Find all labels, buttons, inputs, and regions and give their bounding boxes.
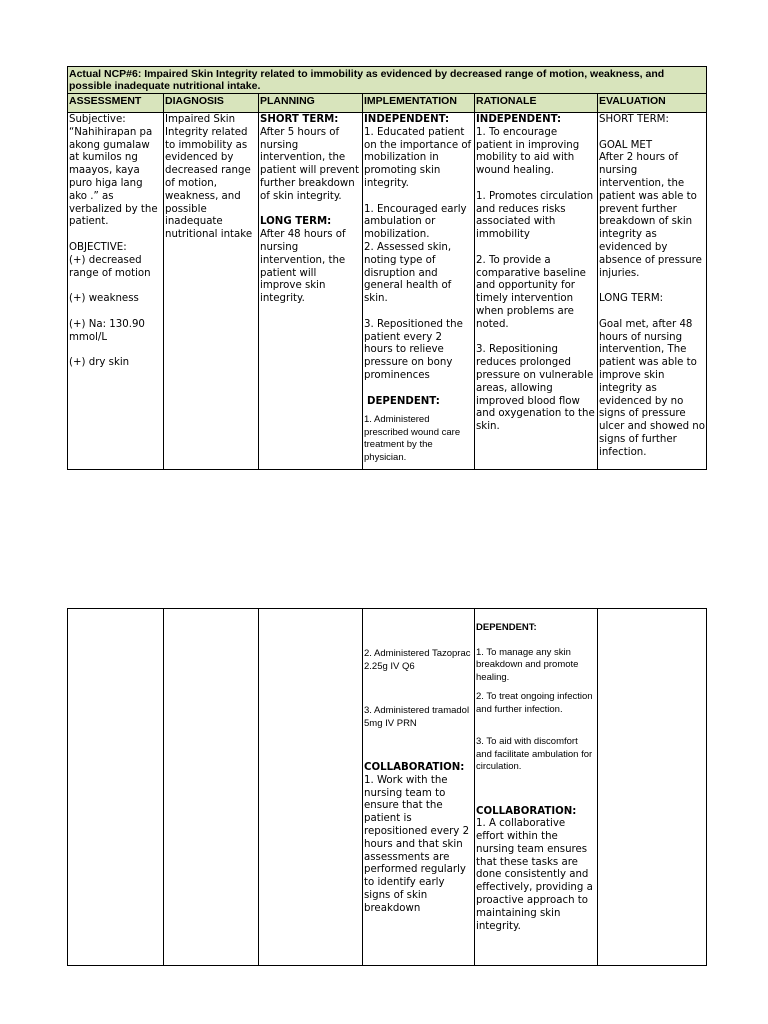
dependent-label: DEPENDENT: — [367, 395, 440, 407]
rationale-dependent-item: 2. To treat ongoing infection and further infection. — [476, 691, 593, 715]
diagnosis-cell — [164, 113, 259, 470]
header-row — [68, 94, 707, 113]
diagnosis-text: Impaired Skin Integrity related to immobility as evidenced by decreased range of motion, weakness, and possible inadequate nutritional intake — [165, 114, 253, 241]
rationale-item: 1. To encourage patient in improving mobility to aid with wound healing. — [476, 126, 580, 177]
rationale-collaboration-label: COLLABORATION: — [476, 805, 577, 817]
dependent-item: 3. Administered tramadol 5mg IV PRN — [364, 705, 470, 729]
objective-item: (+) weakness — [69, 293, 139, 305]
rationale-independent-label: INDEPENDENT: — [476, 114, 562, 125]
short-term-goal: After 5 hours of nursing intervention, the patient will prevent further breakdown of skin integrity. — [260, 126, 359, 202]
implementation-item: 2. Assessed skin, noting type of disruption and general health of skin. — [364, 241, 452, 305]
dependent-item: 1. Administered prescribed wound care treatment by the physician. — [364, 414, 461, 463]
care-plan-table-page-2 — [67, 608, 707, 966]
objective-item: (+) Na: 130.90 mmol/L — [69, 318, 145, 343]
care-plan-continuation-row — [68, 609, 707, 966]
eval-short-term-text: After 2 hours of nursing intervention, the patient was able to prevent further breakdown of skin integrity as evidenced by absence of pressure injuries. — [599, 152, 702, 279]
implementation-item: 3. Repositioned the patient every 2 hours to relieve pressure on bony prominences — [364, 318, 463, 381]
objective-item: (+) decreased range of motion — [69, 254, 151, 279]
header-evaluation: EVALUATION — [598, 94, 707, 113]
care-plan-table-page-1 — [67, 66, 707, 470]
diagnosis-cell-empty — [164, 609, 259, 966]
rationale-dependent-item: 1. To manage any skin breakdown and promote healing. — [476, 646, 579, 683]
implementation-item: 1. Educated patient on the importance of mobilization in promoting skin integrity. — [364, 126, 472, 189]
header-planning: PLANNING — [259, 94, 363, 113]
objective-item: (+) dry skin — [69, 357, 130, 369]
implementation-item: 1. Encouraged early ambulation or mobilization. — [364, 203, 467, 241]
care-plan-body-row — [68, 113, 707, 470]
implementation-cell-continued — [363, 609, 475, 966]
long-term-goal: After 48 hours of nursing intervention, the patient will improve skin integrity. — [260, 229, 346, 305]
evaluation-cell — [598, 113, 707, 470]
assessment-cell — [68, 113, 164, 470]
rationale-item: 3. Repositioning reduces prolonged pressure on vulnerable areas, allowing improved blood flow and oxygenation to the skin. — [476, 344, 595, 433]
collaboration-label: COLLABORATION: — [364, 762, 465, 773]
rationale-cell — [475, 113, 598, 470]
long-term-label: LONG TERM: — [260, 216, 332, 228]
subjective-text: Subjective: “Nahihirapan pa akong gumalaw at kumilos ng maayos, kaya puro higa lang ako .” as verbalized by the patient. — [69, 114, 158, 228]
header-diagnosis: DIAGNOSIS — [164, 94, 259, 113]
header-implementation: IMPLEMENTATION — [363, 94, 475, 113]
eval-long-term-text: Goal met, after 48 hours of nursing intervention, The patient was able to improve skin integrity as evidenced by no signs of pressure ulcer and showed no signs of further infection. — [599, 318, 705, 458]
rationale-cell-continued — [475, 609, 598, 966]
planning-cell — [259, 113, 363, 470]
eval-long-term-label: LONG TERM: — [599, 293, 664, 305]
evaluation-cell-empty — [598, 609, 707, 966]
eval-short-term-label: SHORT TERM: — [599, 114, 669, 125]
short-term-label: SHORT TERM: — [260, 114, 339, 125]
dependent-item: 2. Administered Tazoprac 2.25g IV Q6 — [364, 648, 471, 672]
header-assessment: ASSESSMENT — [68, 94, 164, 113]
rationale-dependent-item: 3. To aid with discomfort and facilitate ambulation for circulation. — [476, 736, 593, 772]
header-rationale: RATIONALE — [475, 94, 598, 113]
rationale-item: 2. To provide a comparative baseline and opportunity for timely intervention when problems are noted. — [476, 254, 586, 330]
rationale-dependent-label: DEPENDENT: — [476, 622, 537, 633]
care-plan-title: Actual NCP#6: Impaired Skin Integrity related to immobility as evidenced by decreased range of motion, weakness, and possible inadequate nutritional intake. — [68, 67, 707, 94]
objective-label: OBJECTIVE: — [69, 241, 127, 253]
goal-met-label: GOAL MET — [599, 139, 653, 151]
implementation-cell — [363, 113, 475, 470]
rationale-collaboration-item: 1. A collaborative effort within the nursing team ensures that these tasks are done consistently and effectively, providing a proactive approach to maintaining skin integrity. — [476, 818, 593, 932]
planning-cell-empty — [259, 609, 363, 966]
collaboration-item: 1. Work with the nursing team to ensure that the patient is repositioned every 2 hours and that skin assessments are performed regularly to identify early signs of skin breakdown — [364, 774, 470, 914]
rationale-item: 1. Promotes circulation and reduces risks associated with immobility — [476, 190, 594, 241]
independent-label: INDEPENDENT: — [364, 114, 450, 125]
assessment-cell-empty — [68, 609, 164, 966]
